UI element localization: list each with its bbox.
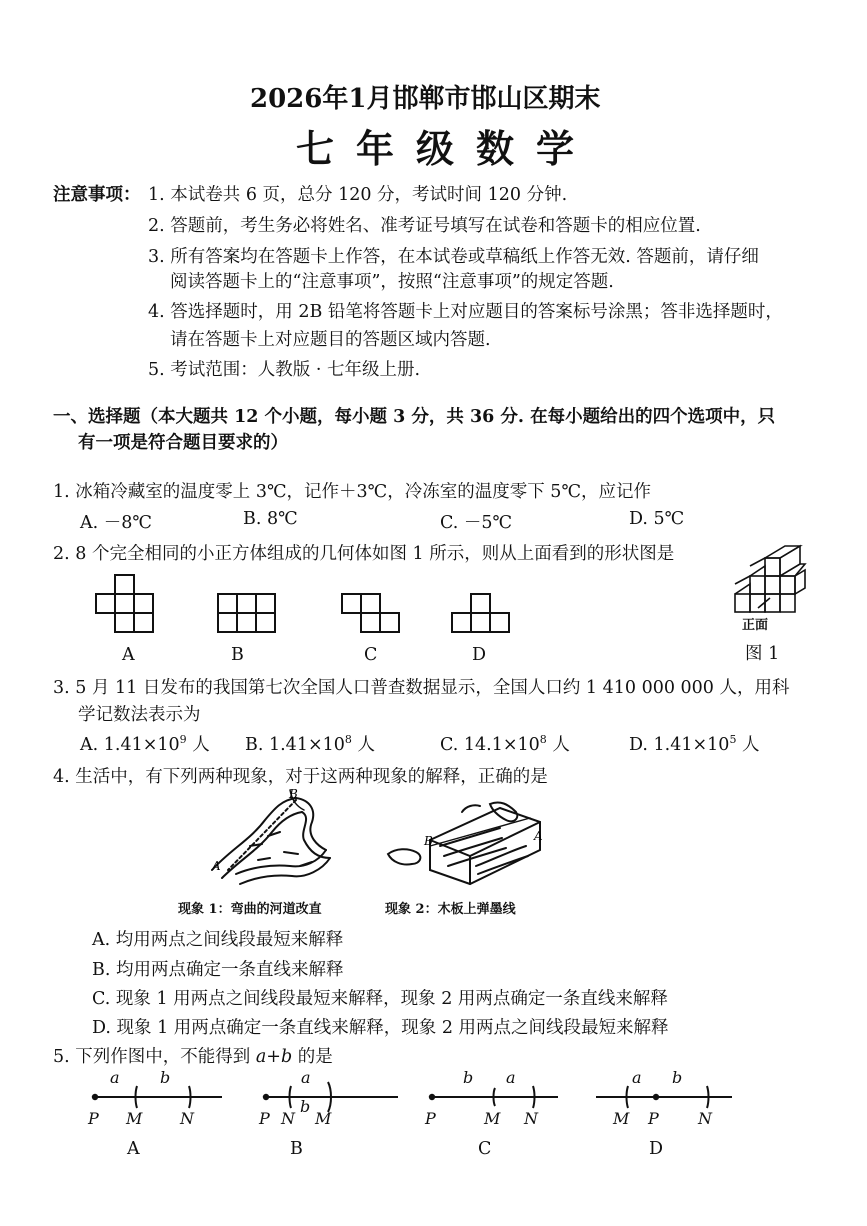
notice-item-4: 4. 答选择题时，用 2B 铅笔将答题卡上对应题目的答案标号涂黑；答非选择题时， xyxy=(148,302,783,322)
q5-a-point-m-label: M xyxy=(126,1109,143,1128)
q5-figure-c xyxy=(432,1086,558,1108)
notice-label: 注意事项： xyxy=(53,185,141,205)
notice-item-2: 2. 答题前，考生务必将姓名、准考证号填写在试卷和答题卡的相应位置. xyxy=(148,216,701,236)
question-4-stem: 4. 生活中，有下列两种现象，对于这两种现象的解释，正确的是 xyxy=(53,767,548,787)
question-3-stem-line1: 3. 5 月 11 日发布的我国第七次全国人口普查数据显示，全国人口约 1 410 000 000 人，用科 xyxy=(53,678,790,698)
section-heading-line2: 有一项是符合题目要求的） xyxy=(78,433,288,453)
q5-c-point-p xyxy=(429,1094,435,1100)
q5-c-mark-b: b xyxy=(463,1068,474,1087)
q4-river-point-b: B xyxy=(289,787,298,801)
q5-label-c: C xyxy=(478,1139,492,1159)
q4-option-b: B. 均用两点确定一条直线来解释 xyxy=(92,960,344,980)
q5-c-mark-a: a xyxy=(506,1068,516,1087)
q5-c-point-m-label: M xyxy=(484,1109,501,1128)
q4-option-a: A. 均用两点之间线段最短来解释 xyxy=(92,930,344,950)
q3-option-c: C. $14.1\times 10^8$ 人 xyxy=(440,733,570,755)
q2-label-a: A xyxy=(122,645,135,665)
q5-a-mark-a: a xyxy=(110,1068,120,1087)
q2-fig1-front-label: 正面 xyxy=(742,618,769,633)
notice-item-4-cont: 请在答题卡上对应题目的答题区域内答题. xyxy=(170,330,491,350)
section-heading-line1: 一、选择题（本大题共 12 个小题，每小题 3 分，共 36 分. 在每小题给出的四个选项中，只 xyxy=(53,407,776,427)
q5-a-point-n-label: N xyxy=(180,1109,194,1128)
q2-label-b: B xyxy=(231,645,244,665)
notice-item-3: 3. 所有答案均在答题卡上作答，在本试卷或草稿纸上作答无效. 答题前，请仔细 xyxy=(148,247,759,267)
q3-option-d: D. $1.41\times 10^5$ 人 xyxy=(629,733,760,755)
notice-item-1: 1. 本试卷共 6 页，总分 120 分，考试时间 120 分钟. xyxy=(148,185,568,205)
q4-board-point-b: B xyxy=(424,834,433,848)
q1-option-d: D. 5℃ xyxy=(629,509,685,529)
q5-b-point-m-label: M xyxy=(315,1109,332,1128)
q5-label-a: A xyxy=(127,1139,140,1159)
q1-option-c: C. －5℃ xyxy=(440,513,513,533)
q4-river-point-a: A xyxy=(212,859,221,873)
notice-item-5: 5. 考试范围：人教版 · 七年级上册. xyxy=(148,360,421,380)
q5-d-point-p xyxy=(653,1094,659,1100)
q5-d-mark-a: a xyxy=(632,1068,642,1087)
q5-d-point-n-label: N xyxy=(698,1109,712,1128)
q5-label-d: D xyxy=(649,1139,664,1159)
q5-b-mark-a: a xyxy=(301,1068,311,1087)
q3-option-b: B. $1.41\times 10^8$ 人 xyxy=(245,733,375,755)
q5-b-point-p-label: P xyxy=(259,1109,270,1128)
q5-label-b: B xyxy=(290,1139,303,1159)
exam-title-line1: 2026年1月邯郸市邯山区期末 xyxy=(250,84,601,114)
q5-b-mark-b: b xyxy=(300,1097,311,1116)
q5-b-point-n-label: N xyxy=(281,1109,295,1128)
q2-fig1-caption: 图 1 xyxy=(745,644,780,664)
q1-option-a: A. －8℃ xyxy=(80,513,152,533)
q3-option-a: A. $1.41\times 10^9$ 人 xyxy=(80,733,210,755)
q5-figure-a xyxy=(95,1086,222,1108)
q5-figure-d xyxy=(596,1086,732,1108)
q5-c-point-n-label: N xyxy=(524,1109,538,1128)
q5-a-mark-b: b xyxy=(160,1068,171,1087)
question-3-stem-line2: 学记数法表示为 xyxy=(78,705,201,725)
q5-figure-b xyxy=(266,1082,398,1112)
question-5-stem: 5. 下列作图中，不能得到 a+b 的是 xyxy=(53,1047,333,1067)
q5-b-point-p xyxy=(263,1094,269,1100)
q4-caption-phenomenon-2: 现象 2：木板上弹墨线 xyxy=(385,902,516,917)
q5-d-point-m-label: M xyxy=(613,1109,630,1128)
q5-a-point-p-label: P xyxy=(88,1109,99,1128)
q5-d-point-p-label: P xyxy=(648,1109,659,1128)
q5-c-point-p-label: P xyxy=(425,1109,436,1128)
exam-title-subject: 七年级数学 xyxy=(296,126,597,171)
q4-option-d: D. 现象 1 用两点确定一条直线来解释，现象 2 用两点之间线段最短来解释 xyxy=(92,1018,669,1038)
notice-item-3-cont: 阅读答题卡上的“注意事项”，按照“注意事项”的规定答题. xyxy=(170,272,614,292)
q4-caption-phenomenon-1: 现象 1：弯曲的河道改直 xyxy=(178,902,322,917)
q4-board-point-a: A xyxy=(534,829,543,843)
q2-label-c: C xyxy=(364,645,378,665)
q4-option-c: C. 现象 1 用两点之间线段最短来解释，现象 2 用两点确定一条直线来解释 xyxy=(92,989,668,1009)
q5-a-point-p xyxy=(92,1094,98,1100)
q1-option-b: B. 8℃ xyxy=(243,509,298,529)
question-2-stem: 2. 8 个完全相同的小正方体组成的几何体如图 1 所示，则从上面看到的形状图是 xyxy=(53,544,675,564)
q5-d-mark-b: b xyxy=(672,1068,683,1087)
q2-label-d: D xyxy=(472,645,487,665)
question-1-stem: 1. 冰箱冷藏室的温度零上 3℃，记作＋3℃，冷冻室的温度零下 5℃，应记作 xyxy=(53,482,652,502)
